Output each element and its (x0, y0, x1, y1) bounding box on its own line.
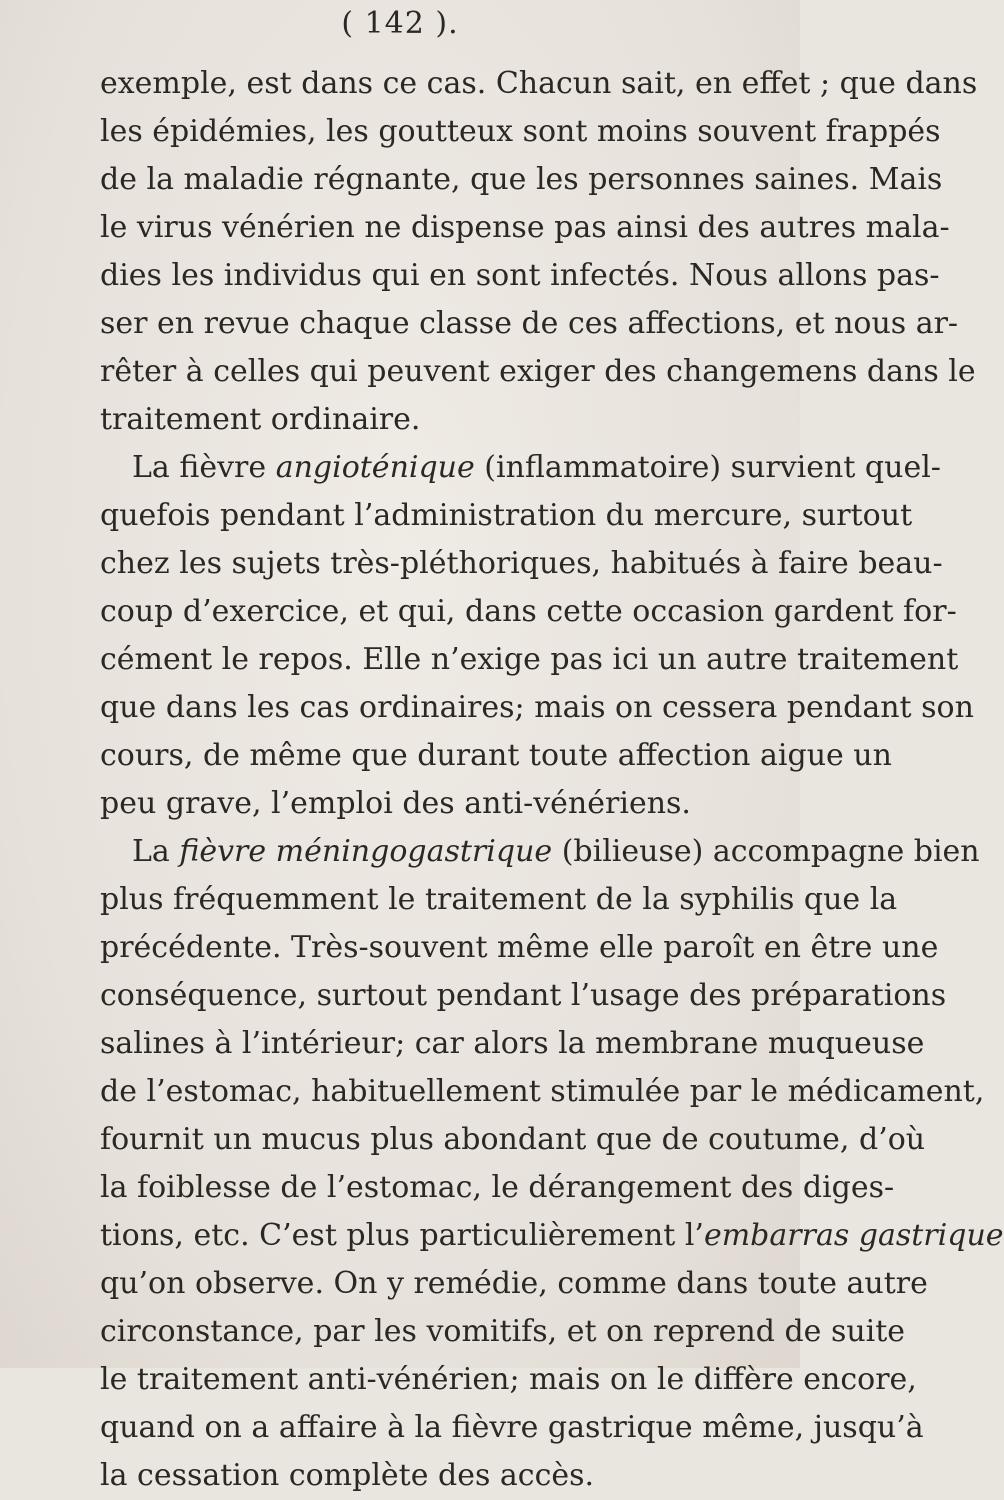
text-line: cours, de même que durant toute affection aigue un (100, 738, 892, 773)
page-number: ( 142 ). (341, 6, 459, 41)
text-line: qu’on observe. On y remédie, comme dans toute autre (100, 1266, 928, 1301)
text-segment: La (132, 834, 180, 869)
text-line: plus fréquemment le traitement de la syphilis que la (100, 882, 898, 917)
text-line (100, 828, 980, 876)
italic-term: fièvre méningogastrique (179, 834, 553, 869)
text-line: fournit un mucus plus abondant que de coutume, d’où (100, 1122, 926, 1157)
text-line: de la maladie régnante, que les personnes saines. Mais (100, 162, 943, 197)
text-line: les épidémies, les goutteux sont moins souvent frappés (100, 114, 941, 149)
text-line: que dans les cas ordinaires; mais on cessera pendant son (100, 690, 974, 725)
text-line: quand on a affaire à la fièvre gastrique même, jusqu’à (100, 1410, 924, 1445)
text-line: coup d’exercice, et qui, dans cette occasion gardent for- (100, 594, 957, 629)
text-line: ser en revue chaque classe de ces affections, et nous ar- (100, 306, 959, 341)
text-line (100, 1212, 1004, 1260)
paragraph-end-line: traitement ordinaire. (100, 402, 421, 437)
text-segment: La fièvre (132, 450, 276, 485)
text-line: conséquence, surtout pendant l’usage des préparations (100, 978, 947, 1013)
text-line: précédente. Très-souvent même elle paroît en être une (100, 930, 939, 965)
text-line: salines à l’intérieur; car alors la membrane muqueuse (100, 1026, 925, 1061)
text-line: quefois pendant l’administration du mercure, surtout (100, 498, 913, 533)
text-segment: tions, etc. C’est plus particulièrement l’ (100, 1218, 704, 1253)
italic-term: angioténique (275, 450, 475, 485)
italic-term: embarras gastrique (703, 1218, 1004, 1253)
text-line: chez les sujets très-pléthoriques, habitués à faire beau- (100, 546, 943, 581)
text-line: circonstance, par les vomitifs, et on reprend de suite (100, 1314, 906, 1349)
text-line: dies les individus qui en sont infectés. Nous allons pas- (100, 258, 940, 293)
text-line (100, 444, 941, 492)
text-line: la foiblesse de l’estomac, le dérangement des diges- (100, 1170, 895, 1205)
text-line: de l’estomac, habituellement stimulée par le médicament, (100, 1074, 985, 1109)
text-line: le virus vénérien ne dispense pas ainsi des autres mala- (100, 210, 950, 245)
text-segment: (inflammatoire) survient quel- (474, 450, 941, 485)
text-line: rêter à celles qui peuvent exiger des changemens dans le (100, 354, 976, 389)
text-line: cément le repos. Elle n’exige pas ici un autre traitement (100, 642, 959, 677)
text-segment: (bilieuse) accompagne bien (552, 834, 980, 869)
paragraph-end-line: la cessation complète des accès. (100, 1458, 595, 1493)
text-line: le traitement anti-vénérien; mais on le diffère encore, (100, 1362, 917, 1397)
body-text (100, 60, 1004, 1500)
text-line: exemple, est dans ce cas. Chacun sait, en effet ; que dans (100, 66, 978, 101)
paragraph-end-line: peu grave, l’emploi des anti-vénériens. (100, 786, 691, 821)
